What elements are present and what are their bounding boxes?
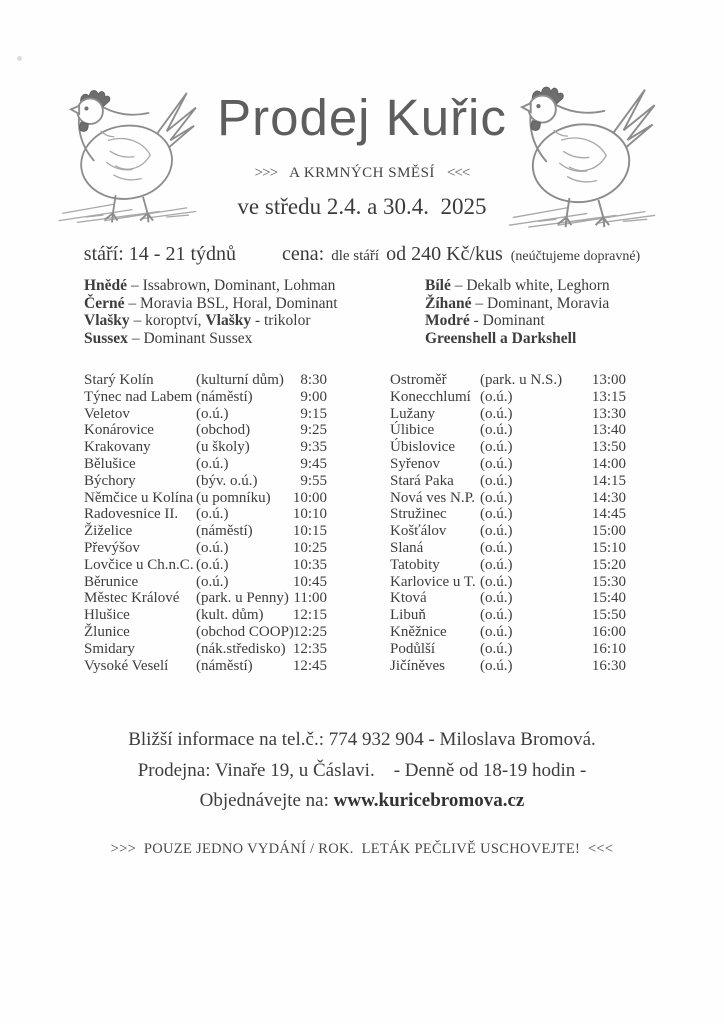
stop-place: (park. u Penny) bbox=[196, 590, 289, 607]
stop-time: 14:30 bbox=[591, 489, 626, 506]
breed-name: Vlašky bbox=[205, 312, 252, 329]
breed-varieties: – Dominant Sussex bbox=[127, 329, 253, 347]
stop-time: 15:50 bbox=[591, 607, 626, 624]
stop-name: Syřenov bbox=[390, 455, 440, 472]
breed-name: Greenshell a Darkshell bbox=[425, 329, 577, 347]
stop-time: 15:10 bbox=[591, 539, 626, 556]
stop-time: 9:00 bbox=[300, 388, 327, 405]
stop-place: (obchod) bbox=[196, 422, 251, 439]
stop-name: Lovčice u Ch.n.C. bbox=[84, 556, 194, 573]
stop-name: Smidary bbox=[84, 640, 135, 657]
stop-place: (kult. dům) bbox=[196, 607, 264, 624]
stop-time: 9:35 bbox=[300, 439, 327, 456]
breed-line bbox=[425, 312, 610, 330]
stop-place: (o.ú.) bbox=[480, 556, 513, 573]
stop-time: 13:00 bbox=[591, 372, 626, 388]
breed-line bbox=[84, 277, 425, 295]
stop-name: Starý Kolín bbox=[84, 372, 154, 388]
breed-name: Černé bbox=[84, 294, 125, 312]
breed-name: Modré bbox=[425, 312, 470, 329]
breed-name: Hnědé bbox=[84, 277, 128, 294]
stop-place: (park. u N.S.) bbox=[480, 372, 563, 388]
breed-varieties: - Dominant bbox=[469, 312, 545, 329]
schedule-row bbox=[390, 641, 626, 658]
breed-name: Vlašky bbox=[84, 312, 130, 329]
age-price-line bbox=[0, 243, 724, 266]
schedule-row bbox=[390, 406, 626, 423]
stop-place: (obchod COOP) bbox=[196, 623, 294, 640]
stop-place: (o.ú.) bbox=[480, 607, 513, 624]
schedule-row bbox=[390, 523, 626, 540]
stop-name: Tatobity bbox=[390, 556, 440, 573]
stop-name: Týnec nad Labem bbox=[84, 388, 193, 405]
page-title: Prodej Kuřic bbox=[217, 89, 507, 146]
stop-place: (o.ú.) bbox=[196, 556, 229, 573]
stop-place: (o.ú.) bbox=[480, 590, 513, 607]
breed-line bbox=[425, 330, 610, 348]
breed-line bbox=[84, 312, 425, 330]
stop-place: (nák.středisko) bbox=[196, 640, 286, 657]
arrows-left-decoration: >>> bbox=[254, 165, 278, 181]
stop-time: 16:00 bbox=[591, 623, 626, 640]
stop-place: (o.ú.) bbox=[196, 573, 229, 590]
arrows-right-decoration: <<< bbox=[446, 165, 470, 181]
stop-place: (o.ú.) bbox=[196, 506, 229, 523]
stop-name: Býchory bbox=[84, 472, 136, 489]
breed-name: Bílé bbox=[425, 277, 451, 294]
stop-time: 14:45 bbox=[591, 506, 626, 523]
stop-name: Stará Paka bbox=[390, 472, 454, 489]
stop-name: Nová ves N.P. bbox=[390, 489, 475, 506]
stop-place: (náměstí) bbox=[196, 657, 253, 674]
stop-time: 13:40 bbox=[591, 422, 626, 439]
stop-name: Žiželice bbox=[84, 523, 133, 540]
stop-name: Úlibice bbox=[390, 422, 435, 439]
stop-time: 9:45 bbox=[300, 455, 327, 472]
schedule-row bbox=[84, 389, 327, 406]
breed-line bbox=[84, 295, 425, 313]
stop-name: Košťálov bbox=[390, 523, 447, 540]
stop-name: Úbislovice bbox=[390, 439, 455, 456]
schedule-row bbox=[84, 658, 327, 675]
breed-name: Žíhané bbox=[425, 294, 472, 312]
stop-place: (o.ú.) bbox=[480, 506, 513, 523]
stop-name: Bělušice bbox=[84, 455, 136, 472]
schedule-row bbox=[390, 473, 626, 490]
stop-place: (u pomníku) bbox=[196, 489, 271, 506]
stop-time: 11:00 bbox=[293, 590, 327, 607]
schedule-row bbox=[390, 658, 626, 675]
stop-name: Jičíněves bbox=[390, 657, 445, 674]
stop-place: (o.ú.) bbox=[480, 640, 513, 657]
schedule-row bbox=[390, 422, 626, 439]
subtitle-line bbox=[0, 165, 724, 182]
breed-name: Sussex bbox=[84, 329, 128, 347]
stop-place: (o.ú.) bbox=[480, 455, 513, 472]
stop-name: Konárovice bbox=[84, 422, 154, 439]
stop-name: Karlovice u T. bbox=[390, 573, 476, 590]
stop-time: 10:45 bbox=[292, 573, 327, 590]
stop-time: 10:00 bbox=[292, 489, 327, 506]
stop-time: 16:30 bbox=[591, 657, 626, 674]
schedule-row bbox=[84, 557, 327, 574]
stop-time: 15:30 bbox=[591, 573, 626, 590]
schedule-row bbox=[390, 456, 626, 473]
schedule-row bbox=[390, 557, 626, 574]
sale-dates: ve středu 2.4. a 30.4. 2025 bbox=[237, 194, 487, 219]
stop-place: (o.ú.) bbox=[480, 405, 513, 422]
contact-info: Bližší informace na tel.č.: 774 932 904 - Miloslava Bromová. bbox=[128, 729, 596, 750]
schedule-row bbox=[84, 490, 327, 507]
stop-place: (o.ú.) bbox=[480, 489, 513, 506]
schedule-row bbox=[84, 506, 327, 523]
stop-time: 12:25 bbox=[292, 623, 327, 640]
breed-varieties: – Dominant, Moravia bbox=[471, 294, 610, 312]
stop-place: (o.ú.) bbox=[480, 573, 513, 590]
schedule-row bbox=[390, 624, 626, 641]
stop-time: 9:25 bbox=[300, 422, 327, 439]
stop-time: 12:45 bbox=[292, 657, 327, 674]
schedule-row bbox=[390, 607, 626, 624]
stop-name: Libuň bbox=[390, 607, 426, 624]
stop-name: Ktová bbox=[390, 590, 427, 607]
stop-name: Veletov bbox=[84, 405, 130, 422]
stop-place: (o.ú.) bbox=[196, 455, 229, 472]
schedule-row bbox=[84, 540, 327, 557]
breed-varieties: – Dekalb white, Leghorn bbox=[450, 277, 610, 294]
schedule-row bbox=[390, 590, 626, 607]
breed-lists bbox=[0, 277, 724, 347]
stop-time: 13:15 bbox=[591, 388, 626, 405]
price-qualifier: dle stáří bbox=[331, 248, 380, 264]
schedule-row bbox=[84, 372, 327, 389]
stop-time: 16:10 bbox=[591, 640, 626, 657]
stop-name: Konecchlumí bbox=[390, 388, 471, 405]
stop-time: 12:35 bbox=[292, 640, 327, 657]
stop-place: (o.ú.) bbox=[480, 422, 513, 439]
stop-name: Krakovany bbox=[84, 439, 151, 456]
stop-time: 8:30 bbox=[300, 372, 327, 388]
breed-line bbox=[425, 295, 610, 313]
stop-place: (náměstí) bbox=[196, 388, 253, 405]
stop-place: (o.ú.) bbox=[480, 623, 513, 640]
website-text: www.kuricebromova.cz bbox=[333, 790, 525, 811]
scan-artifact-dot bbox=[17, 56, 22, 61]
schedule-row bbox=[390, 372, 626, 389]
schedule-row bbox=[390, 574, 626, 591]
stop-name: Vysoké Veselí bbox=[84, 657, 169, 674]
schedule-row bbox=[84, 422, 327, 439]
breed-varieties: – Moravia BSL, Horal, Dominant bbox=[124, 294, 338, 312]
stop-name: Převýšov bbox=[84, 539, 140, 556]
subtitle-text: A KRMNÝCH SMĚSÍ bbox=[289, 165, 435, 181]
order-prefix: Objednávejte na: bbox=[199, 790, 334, 811]
schedule-row bbox=[84, 406, 327, 423]
stop-place: (o.ú.) bbox=[480, 657, 513, 674]
stop-time: 15:40 bbox=[591, 590, 626, 607]
stop-time: 10:15 bbox=[292, 523, 327, 540]
stop-time: 10:10 bbox=[292, 506, 327, 523]
breeds-right-column bbox=[425, 277, 610, 347]
stop-name: Lužany bbox=[390, 405, 435, 422]
stop-place: (náměstí) bbox=[196, 523, 253, 540]
breeds-left-column bbox=[84, 277, 425, 347]
stop-time: 15:20 bbox=[591, 556, 626, 573]
schedule-row bbox=[390, 389, 626, 406]
schedule-row bbox=[390, 506, 626, 523]
stop-name: Hlušice bbox=[84, 607, 130, 624]
stop-place: (o.ú.) bbox=[480, 388, 513, 405]
breed-line bbox=[425, 277, 610, 295]
stop-time: 13:50 bbox=[591, 439, 626, 456]
schedule-row bbox=[84, 624, 327, 641]
price-label: cena: bbox=[282, 243, 325, 265]
schedule-row bbox=[390, 540, 626, 557]
stop-place: (o.ú.) bbox=[196, 539, 229, 556]
stop-name: Němčice u Kolína bbox=[84, 489, 194, 506]
stop-time: 9:55 bbox=[300, 472, 327, 489]
stop-place: (o.ú.) bbox=[196, 405, 229, 422]
stop-place: (o.ú.) bbox=[480, 523, 513, 540]
price-value: od 240 Kč/kus bbox=[386, 243, 503, 265]
stop-time: 12:15 bbox=[292, 607, 327, 624]
stop-time: 13:30 bbox=[591, 405, 626, 422]
schedule-right-column bbox=[390, 372, 626, 674]
age-value: 14 - 21 týdnů bbox=[128, 243, 236, 265]
age-label: stáří: bbox=[83, 243, 124, 265]
breed-varieties: - trikolor bbox=[251, 312, 311, 329]
breed-line bbox=[84, 330, 425, 348]
stop-place: (o.ú.) bbox=[480, 539, 513, 556]
schedule-row bbox=[84, 456, 327, 473]
shop-info: Prodejna: Vinaře 19, u Čáslavi. - Denně od 18-19 hodin - bbox=[137, 760, 587, 781]
stop-name: Stružinec bbox=[390, 506, 447, 523]
stop-name: Ostroměř bbox=[390, 372, 447, 388]
stop-time: 14:00 bbox=[591, 455, 626, 472]
stop-time: 14:15 bbox=[591, 472, 626, 489]
schedule-row bbox=[84, 590, 327, 607]
stop-name: Běrunice bbox=[84, 573, 139, 590]
schedule-row bbox=[390, 439, 626, 456]
stop-name: Žlunice bbox=[84, 623, 130, 640]
schedule-row bbox=[84, 607, 327, 624]
schedule-left-column bbox=[84, 372, 327, 674]
schedule-row bbox=[84, 439, 327, 456]
stop-name: Kněžnice bbox=[390, 623, 447, 640]
stop-place: (býv. o.ú.) bbox=[196, 472, 258, 489]
stop-time: 10:25 bbox=[292, 539, 327, 556]
stop-name: Slaná bbox=[390, 539, 424, 556]
stop-time: 15:00 bbox=[591, 523, 626, 540]
schedule-row bbox=[84, 641, 327, 658]
keep-leaflet-notice: >>> POUZE JEDNO VYDÁNÍ / ROK. LETÁK PEČLIVĚ USCHOVEJTE! <<< bbox=[110, 841, 614, 857]
stop-name: Městec Králové bbox=[84, 590, 180, 607]
schedule-row bbox=[84, 574, 327, 591]
stop-schedule bbox=[0, 372, 724, 674]
schedule-row bbox=[84, 523, 327, 540]
breed-varieties: – koroptví, bbox=[129, 312, 206, 329]
order-info bbox=[0, 790, 724, 812]
stop-place: (u školy) bbox=[196, 439, 250, 456]
stop-time: 9:15 bbox=[300, 405, 327, 422]
price-note: (neúčtujeme dopravné) bbox=[510, 249, 641, 264]
stop-time: 10:35 bbox=[292, 556, 327, 573]
stop-name: Podůlší bbox=[390, 640, 436, 657]
schedule-row bbox=[390, 490, 626, 507]
stop-name: Radovesnice II. bbox=[84, 506, 179, 523]
breed-varieties: – Issabrown, Dominant, Lohman bbox=[127, 277, 336, 294]
stop-place: (kulturní dům) bbox=[196, 372, 284, 388]
stop-place: (o.ú.) bbox=[480, 439, 513, 456]
stop-place: (o.ú.) bbox=[480, 472, 513, 489]
schedule-row bbox=[84, 473, 327, 490]
